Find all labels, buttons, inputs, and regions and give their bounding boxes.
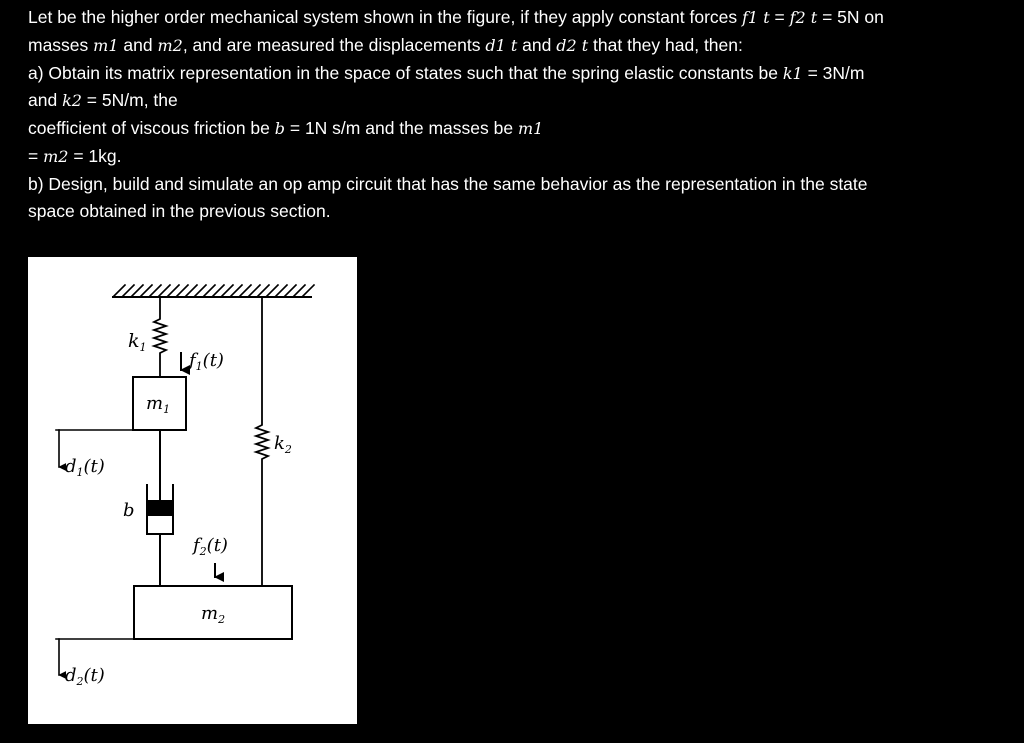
math-b: b bbox=[274, 119, 285, 139]
math-f1t: f1 t bbox=[742, 8, 770, 27]
problem-line-7: b) Design, build and simulate an op amp circuit that has the same behavior as the representation in the state bbox=[28, 173, 868, 194]
math-m1: m1 bbox=[517, 119, 544, 139]
text-fragment: = 5N/m, the bbox=[81, 90, 178, 111]
problem-line-6 bbox=[28, 143, 1003, 171]
text-fragment: = bbox=[769, 7, 790, 27]
math-m2: m2 bbox=[43, 146, 69, 166]
damper-piston bbox=[148, 501, 172, 515]
label-d2: $d_2(t)$ bbox=[65, 665, 105, 688]
spring-k2 bbox=[256, 297, 268, 586]
label-f2: $f_2(t)$ bbox=[193, 535, 228, 558]
problem-line-8: space obtained in the previous section. bbox=[28, 200, 331, 221]
text-fragment: masses bbox=[28, 34, 94, 55]
problem-line-5 bbox=[28, 115, 1003, 143]
text-fragment: Let be the higher order mechanical system shown in the figure, if they apply constant forces bbox=[28, 7, 742, 27]
text-fragment: and bbox=[118, 34, 158, 55]
text-fragment: = 5N on bbox=[817, 7, 884, 27]
text-fragment: that they had, then: bbox=[588, 34, 743, 55]
text-fragment: a) Obtain its matrix representation in the space of states such that the spring elastic constants be bbox=[28, 62, 783, 83]
problem-line-2 bbox=[28, 32, 1003, 60]
text-fragment: , and are measured the displacements bbox=[182, 34, 486, 55]
text-fragment: = bbox=[28, 145, 44, 166]
math-m2: m2 bbox=[157, 35, 183, 55]
label-k2: $k_2$ bbox=[274, 433, 292, 456]
text-fragment: = 1N s/m and the masses be bbox=[285, 118, 518, 139]
math-d2t: d2 t bbox=[556, 35, 589, 55]
text-fragment: and bbox=[28, 90, 63, 111]
text-fragment: coefficient of viscous friction be bbox=[28, 118, 275, 139]
math-k2: k2 bbox=[62, 91, 82, 111]
label-b: b bbox=[123, 500, 135, 521]
text-fragment: and bbox=[517, 34, 557, 55]
problem-line-1 bbox=[28, 4, 1003, 32]
mechanical-system-figure bbox=[28, 257, 357, 724]
text-fragment: = 1kg. bbox=[68, 145, 122, 166]
problem-line-3 bbox=[28, 60, 1003, 88]
label-f1: $f_1(t)$ bbox=[189, 350, 224, 373]
math-m1: m1 bbox=[93, 35, 119, 55]
spring-k1 bbox=[154, 297, 166, 377]
math-f2t: f2 t bbox=[789, 8, 818, 27]
label-m1: $m_1$ bbox=[146, 393, 171, 416]
label-m2: $m_2$ bbox=[201, 603, 226, 626]
problem-statement bbox=[28, 4, 1003, 224]
text-fragment: = 3N/m bbox=[802, 62, 865, 83]
label-k1: $k_1$ bbox=[128, 330, 147, 354]
ceiling-hatching bbox=[113, 285, 314, 297]
label-d1: $d_1(t)$ bbox=[65, 456, 105, 479]
mechanical-system-diagram bbox=[28, 257, 357, 724]
problem-line-4 bbox=[28, 87, 1003, 115]
math-d1t: d1 t bbox=[485, 35, 518, 55]
math-k1: k1 bbox=[782, 63, 803, 83]
